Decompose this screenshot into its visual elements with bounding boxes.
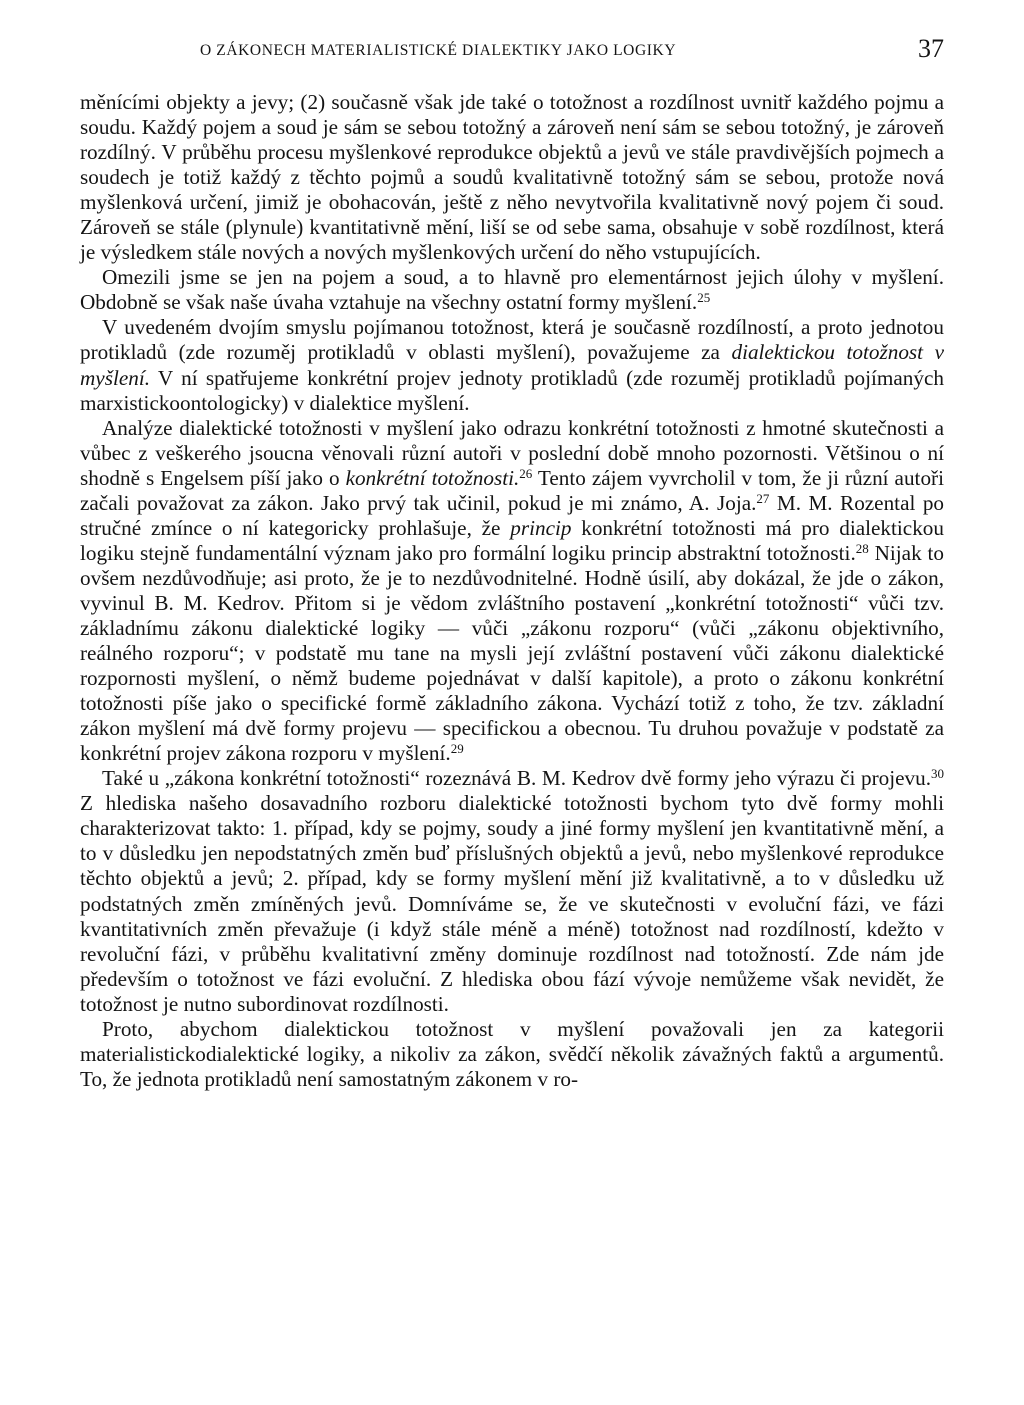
text-run: Omezili jsme se jen na pojem a soud, a to hlavně pro elementárnost jejich úlohy v myšlení. Obdobně se však naše úvaha vztahuje na všechny ostatní formy myšlení. xyxy=(80,265,944,315)
paragraph xyxy=(80,766,944,1016)
footnote-ref: 27 xyxy=(756,490,770,506)
footnote-ref: 28 xyxy=(855,540,869,556)
italic-text: konkrétní totožnosti. xyxy=(345,465,520,490)
paragraph xyxy=(80,90,944,265)
italic-text: princip xyxy=(510,515,572,540)
text-run: měnícími objekty a jevy; (2) současně však jde také o totožnost a rozdílnost uvnitř každého pojmu a soudu. Každý pojem a soud je sám se sebou totožný a zároveň není sám se sebou totožný, je zároveň rozdílný. V průběhu procesu myšlenkové reprodukce objektů a jevů ve stále pravdivějších pojmech a soudech je totiž každý z těchto pojmů a soudů kvalitativně totožný sám se sebou, protože nová myšlenková určení, jimiž je obohacován, ještě z něho nevytvořila kvalitativně nový pojem či soud. Zároveň se stále (plynule) kvantitativně mění, liší se od sebe sama, obsahuje v sobě rozdílnost, která je výsledkem stále nových a nových myšlenkových určení do něho vstupujících. xyxy=(80,90,944,265)
paragraph xyxy=(80,315,944,415)
text-run: Proto, abychom dialektickou totožnost v myšlení považovali jen za kategorii materialistickodialektické logiky, a nikoliv za zákon, svědčí několik závažných faktů a argumentů. To, že jednota protikladů není samostatným zákonem v ro- xyxy=(80,1016,944,1091)
footnote-ref: 26 xyxy=(519,465,533,481)
footnote-ref: 29 xyxy=(450,741,464,757)
text-run: M. M. Rozental po stručné zmínce o ní kategoricky prohlašuje, že xyxy=(80,490,945,540)
text-run: Také u „zákona konkrétní totožnosti“ rozeznává B. M. Kedrov dvě formy jeho výrazu či projevu. xyxy=(102,766,931,791)
running-title: O ZÁKONECH MATERIALISTICKÉ DIALEKTIKY JAKO LOGIKY xyxy=(200,42,677,59)
text-run: V uvedeném dvojím smyslu pojímanou totožnost, která je současně rozdílností, a proto jednotou protikladů (zde rozuměj protikladů v oblasti myšlení), považujeme za xyxy=(80,315,944,365)
paragraph xyxy=(80,416,944,767)
footnote-ref: 30 xyxy=(931,766,944,782)
text-run: Z hlediska našeho dosavadního rozboru dialektické totožnosti bychom tyto dvě formy mohli charakterizovat takto: 1. případ, kdy se pojmy, soudy a jiné formy myšlení jen kvantitativně mění, a to v důsledku jen nepodstatných změn buď příslušných objektů a jevů, nebo myšlenkové reprodukce těchto objektů a jevů; 2. případ, kdy se formy myšlení mění již kvalitativně, a to v důsledku už podstatných změn zmíněných jevů. Domníváme se, že ve skutečnosti v evoluční fázi, ve fázi kvantitativních změn převažuje (i když stále méně a méně) totožnost nad rozdílností, kdežto v revoluční fázi, v průběhu kvalitativní změny dominuje rozdílnost nad totožností. Zde nám jde především o totožnost ve fázi evoluční. Z hlediska obou fází vývoje nemůžeme však nevidět, že totožnost je nutno subordinovat rozdílnosti. xyxy=(80,791,944,1016)
text-run: Tento zájem vyvrcholil v tom, že ji různí autoři začali považovat za zákon. Jako prvý tak učinil, pokud je mi známo, A. Joja. xyxy=(80,465,944,515)
text-run: Analýze dialektické totožnosti v myšlení jako odrazu konkrétní totožnosti z hmotné skutečnosti a vůbec z veškerého jsoucna věnovali různí autoři v poslední době mnoho pozornosti. Většinou o ní shodně s Engelsem píší jako o xyxy=(80,415,944,490)
paragraph xyxy=(80,1017,944,1092)
paragraph xyxy=(80,265,944,315)
text-run: V ní spatřujeme konkrétní projev jednoty protikladů (zde rozuměj protikladů pojímaných marxistickoontologicky) v dialektice myšlení. xyxy=(80,365,944,415)
body-text xyxy=(80,90,944,1092)
page-number: 37 xyxy=(918,34,944,63)
running-head xyxy=(80,34,944,66)
text-run: konkrétní totožnosti má pro dialektickou logiku stejně fundamentální význam jako pro formální logiku princip abstraktní totožnosti. xyxy=(80,515,944,565)
italic-text: dialektickou totožnost v myšlení. xyxy=(80,340,944,390)
footnote-ref: 25 xyxy=(697,290,711,306)
text-run: Nijak to ovšem nezdůvodňuje; asi proto, že je to nezdůvodnitelné. Hodně úsilí, aby dokázal, že jde o zákon, vyvinul B. M. Kedrov. Přitom si je vědom zvláštního postavení „konkrétní totožnosti“ vůči tzv. základnímu zákonu dialektické logiky — vůči „zákonu rozporu“ (vůči „zákonu objektivního, reálného rozporu“; v podstatě mu tane na mysli její zvláštní postavení vůči zákonu dialektické rozpornosti myšlení, o němž budeme pojednávat v další kapitole), a proto o zákonu konkrétní totožnosti píše jako o specifické formě základního zákona. Vychází totiž z toho, že tzv. základní zákon myšlení má dvě formy projevu — specifickou a obecnou. Tu druhou považuje v podstatě za konkrétní projev zákona rozporu v myšlení. xyxy=(80,540,944,766)
